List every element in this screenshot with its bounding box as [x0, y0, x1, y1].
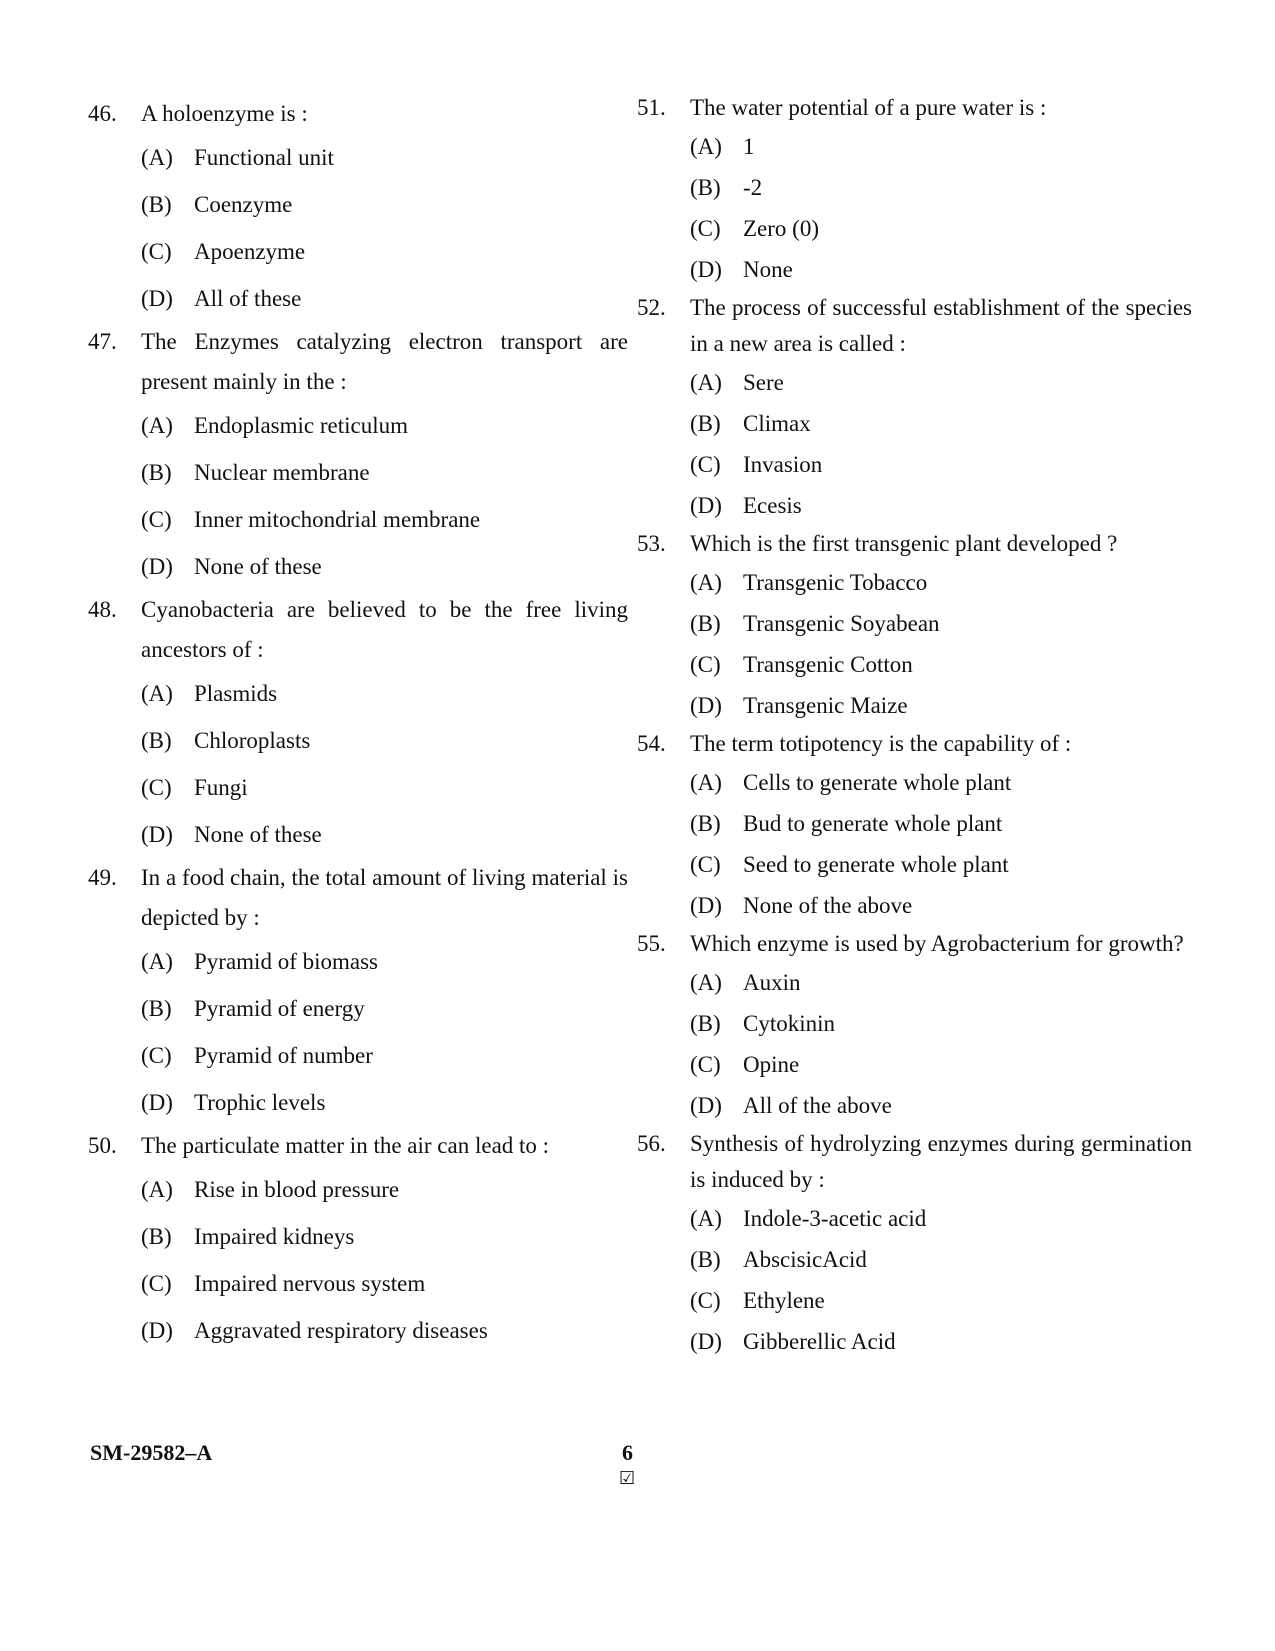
- option: [637, 1239, 1192, 1280]
- option: [637, 485, 1192, 526]
- option-label: (D): [141, 822, 173, 847]
- left-column: [88, 94, 628, 1354]
- option: [88, 228, 628, 275]
- option: [637, 249, 1192, 290]
- option: [637, 1003, 1192, 1044]
- option-text: Ethylene: [743, 1288, 825, 1313]
- question-stem: [88, 590, 628, 670]
- option-label: (D): [141, 286, 173, 311]
- option: [637, 844, 1192, 885]
- option-label: (C): [690, 652, 721, 677]
- question-text: The water potential of a pure water is :: [690, 95, 1047, 120]
- question-number: 56.: [637, 1131, 666, 1156]
- question-text: Cyanobacteria are believed to be the free living ancestors of :: [141, 597, 628, 662]
- option-text: Pyramid of number: [194, 1043, 373, 1068]
- option: [637, 685, 1192, 726]
- question-49: [88, 858, 628, 1126]
- option: [637, 962, 1192, 1003]
- option: [637, 403, 1192, 444]
- option-label: (A): [690, 770, 722, 795]
- paper-code: SM-29582–A: [90, 1440, 213, 1465]
- option-text: Indole-3-acetic acid: [743, 1206, 927, 1231]
- right-column: [637, 90, 1192, 1362]
- option-text: All of the above: [743, 1093, 892, 1118]
- option: [88, 717, 628, 764]
- option-label: (D): [690, 1093, 722, 1118]
- option-label: (A): [141, 145, 173, 170]
- option-label: (B): [141, 192, 172, 217]
- option-text: Aggravated respiratory diseases: [194, 1318, 488, 1343]
- question-text: The Enzymes catalyzing electron transport are present mainly in the :: [141, 329, 628, 394]
- question-48: [88, 590, 628, 858]
- option: [88, 1032, 628, 1079]
- question-number: 49.: [88, 865, 117, 890]
- option-text: Seed to generate whole plant: [743, 852, 1009, 877]
- question-number: 52.: [637, 295, 666, 320]
- option: [88, 1166, 628, 1213]
- option-label: (D): [690, 893, 722, 918]
- question-47: [88, 322, 628, 590]
- option: [88, 1260, 628, 1307]
- question-number: 55.: [637, 931, 666, 956]
- option-text: None of the above: [743, 893, 913, 918]
- option: [637, 562, 1192, 603]
- option-text: None of these: [194, 554, 322, 579]
- option-label: (C): [690, 216, 721, 241]
- option-label: (C): [690, 1288, 721, 1313]
- option-text: Pyramid of energy: [194, 996, 365, 1021]
- question-text: The term totipotency is the capability of :: [690, 731, 1072, 756]
- question-text: The particulate matter in the air can lead to :: [141, 1133, 550, 1158]
- option: [637, 362, 1192, 403]
- option-label: (C): [141, 1043, 172, 1068]
- option-label: (A): [690, 570, 722, 595]
- option-label: (D): [690, 1329, 722, 1354]
- option-text: Inner mitochondrial membrane: [194, 507, 481, 532]
- question-number: 48.: [88, 597, 117, 622]
- question-text: Which enzyme is used by Agrobacterium for growth?: [690, 931, 1184, 956]
- question-stem: [637, 526, 1192, 562]
- option-text: Chloroplasts: [194, 728, 311, 753]
- option-text: Nuclear membrane: [194, 460, 370, 485]
- question-stem: [637, 926, 1192, 962]
- question-number: 54.: [637, 731, 666, 756]
- option: [637, 126, 1192, 167]
- option-label: (B): [141, 996, 172, 1021]
- option: [88, 543, 628, 590]
- checkbox-mark-icon: ☑: [619, 1468, 636, 1489]
- option: [637, 885, 1192, 926]
- option: [88, 670, 628, 717]
- option: [637, 208, 1192, 249]
- option-text: Transgenic Soyabean: [743, 611, 940, 636]
- option: [88, 811, 628, 858]
- option-label: (B): [690, 411, 721, 436]
- option-text: 1: [743, 134, 755, 159]
- option: [637, 762, 1192, 803]
- option: [88, 938, 628, 985]
- option-text: Invasion: [743, 452, 823, 477]
- option: [88, 1213, 628, 1260]
- option-label: (A): [141, 949, 173, 974]
- question-stem: [88, 322, 628, 402]
- option-text: Transgenic Maize: [743, 693, 908, 718]
- option: [88, 449, 628, 496]
- question-number: 53.: [637, 531, 666, 556]
- option-label: (C): [141, 775, 172, 800]
- option-text: Impaired nervous system: [194, 1271, 426, 1296]
- question-55: [637, 926, 1192, 1126]
- option-text: None: [743, 257, 793, 282]
- option-text: Fungi: [194, 775, 248, 800]
- option-label: (C): [141, 239, 172, 264]
- question-53: [637, 526, 1192, 726]
- option: [637, 644, 1192, 685]
- option-text: -2: [743, 175, 763, 200]
- option: [88, 275, 628, 322]
- question-52: [637, 290, 1192, 526]
- option-label: (D): [141, 1090, 173, 1115]
- option: [88, 1079, 628, 1126]
- option-text: Impaired kidneys: [194, 1224, 355, 1249]
- option: [88, 985, 628, 1032]
- option-label: (C): [141, 1271, 172, 1296]
- question-text: In a food chain, the total amount of living material is depicted by :: [141, 865, 628, 930]
- option-text: Rise in blood pressure: [194, 1177, 400, 1202]
- question-51: [637, 90, 1192, 290]
- option-label: (A): [690, 970, 722, 995]
- option-label: (A): [690, 1206, 722, 1231]
- question-number: 50.: [88, 1133, 117, 1158]
- option-text: Climax: [743, 411, 811, 436]
- option-text: Cytokinin: [743, 1011, 836, 1036]
- option-text: Functional unit: [194, 145, 334, 170]
- option-label: (B): [690, 175, 721, 200]
- option-text: Trophic levels: [194, 1090, 326, 1115]
- option-label: (D): [690, 257, 722, 282]
- option-label: (B): [690, 811, 721, 836]
- option-text: Transgenic Tobacco: [743, 570, 928, 595]
- question-stem: [637, 1126, 1192, 1198]
- question-number: 46.: [88, 101, 117, 126]
- option-text: Apoenzyme: [194, 239, 306, 264]
- question-stem: [637, 90, 1192, 126]
- option-text: Pyramid of biomass: [194, 949, 378, 974]
- question-number: 51.: [637, 95, 666, 120]
- option: [637, 603, 1192, 644]
- question-stem: [88, 94, 628, 134]
- option: [88, 181, 628, 228]
- option: [637, 1085, 1192, 1126]
- option: [637, 444, 1192, 485]
- question-50: [88, 1126, 628, 1354]
- option-text: Sere: [743, 370, 784, 395]
- option-text: Bud to generate whole plant: [743, 811, 1003, 836]
- option-label: (A): [690, 134, 722, 159]
- option-text: Opine: [743, 1052, 800, 1077]
- option-label: (A): [141, 1177, 173, 1202]
- question-46: [88, 94, 628, 322]
- option-label: (D): [141, 1318, 173, 1343]
- option-label: (B): [690, 1247, 721, 1272]
- question-stem: [637, 290, 1192, 362]
- option: [88, 764, 628, 811]
- option: [88, 496, 628, 543]
- option-label: (C): [690, 452, 721, 477]
- option: [637, 1044, 1192, 1085]
- option-label: (B): [690, 611, 721, 636]
- option: [637, 803, 1192, 844]
- option-text: Cells to generate whole plant: [743, 770, 1012, 795]
- option-label: (C): [690, 1052, 721, 1077]
- option-label: (B): [690, 1011, 721, 1036]
- option: [637, 1198, 1192, 1239]
- option-label: (D): [690, 693, 722, 718]
- option-text: Transgenic Cotton: [743, 652, 913, 677]
- option-text: Endoplasmic reticulum: [194, 413, 408, 438]
- question-text: The process of successful establishment of the species in a new area is called :: [690, 295, 1192, 356]
- option: [88, 402, 628, 449]
- option-label: (A): [141, 681, 173, 706]
- question-56: [637, 1126, 1192, 1362]
- question-stem: [88, 858, 628, 938]
- option-text: Coenzyme: [194, 192, 293, 217]
- question-number: 47.: [88, 329, 117, 354]
- option-label: (B): [141, 1224, 172, 1249]
- question-54: [637, 726, 1192, 926]
- option-text: Auxin: [743, 970, 801, 995]
- option-text: Zero (0): [743, 216, 819, 241]
- question-stem: [88, 1126, 628, 1166]
- option-text: None of these: [194, 822, 322, 847]
- option-text: Ecesis: [743, 493, 802, 518]
- question-text: Synthesis of hydrolyzing enzymes during germination is induced by :: [690, 1131, 1192, 1192]
- option: [88, 134, 628, 181]
- option-label: (B): [141, 460, 172, 485]
- option: [637, 167, 1192, 208]
- question-text: A holoenzyme is :: [141, 101, 308, 126]
- option: [637, 1280, 1192, 1321]
- option-text: AbscisicAcid: [743, 1247, 867, 1272]
- question-text: Which is the first transgenic plant developed ?: [690, 531, 1118, 556]
- option-label: (D): [690, 493, 722, 518]
- page-number: 6: [622, 1440, 633, 1465]
- option-label: (A): [141, 413, 173, 438]
- option: [637, 1321, 1192, 1362]
- option-label: (C): [141, 507, 172, 532]
- option-text: Gibberellic Acid: [743, 1329, 896, 1354]
- option-label: (B): [141, 728, 172, 753]
- option-text: Plasmids: [194, 681, 278, 706]
- option-label: (D): [141, 554, 173, 579]
- option-label: (A): [690, 370, 722, 395]
- option: [88, 1307, 628, 1354]
- option-label: (C): [690, 852, 721, 877]
- option-text: All of these: [194, 286, 302, 311]
- question-stem: [637, 726, 1192, 762]
